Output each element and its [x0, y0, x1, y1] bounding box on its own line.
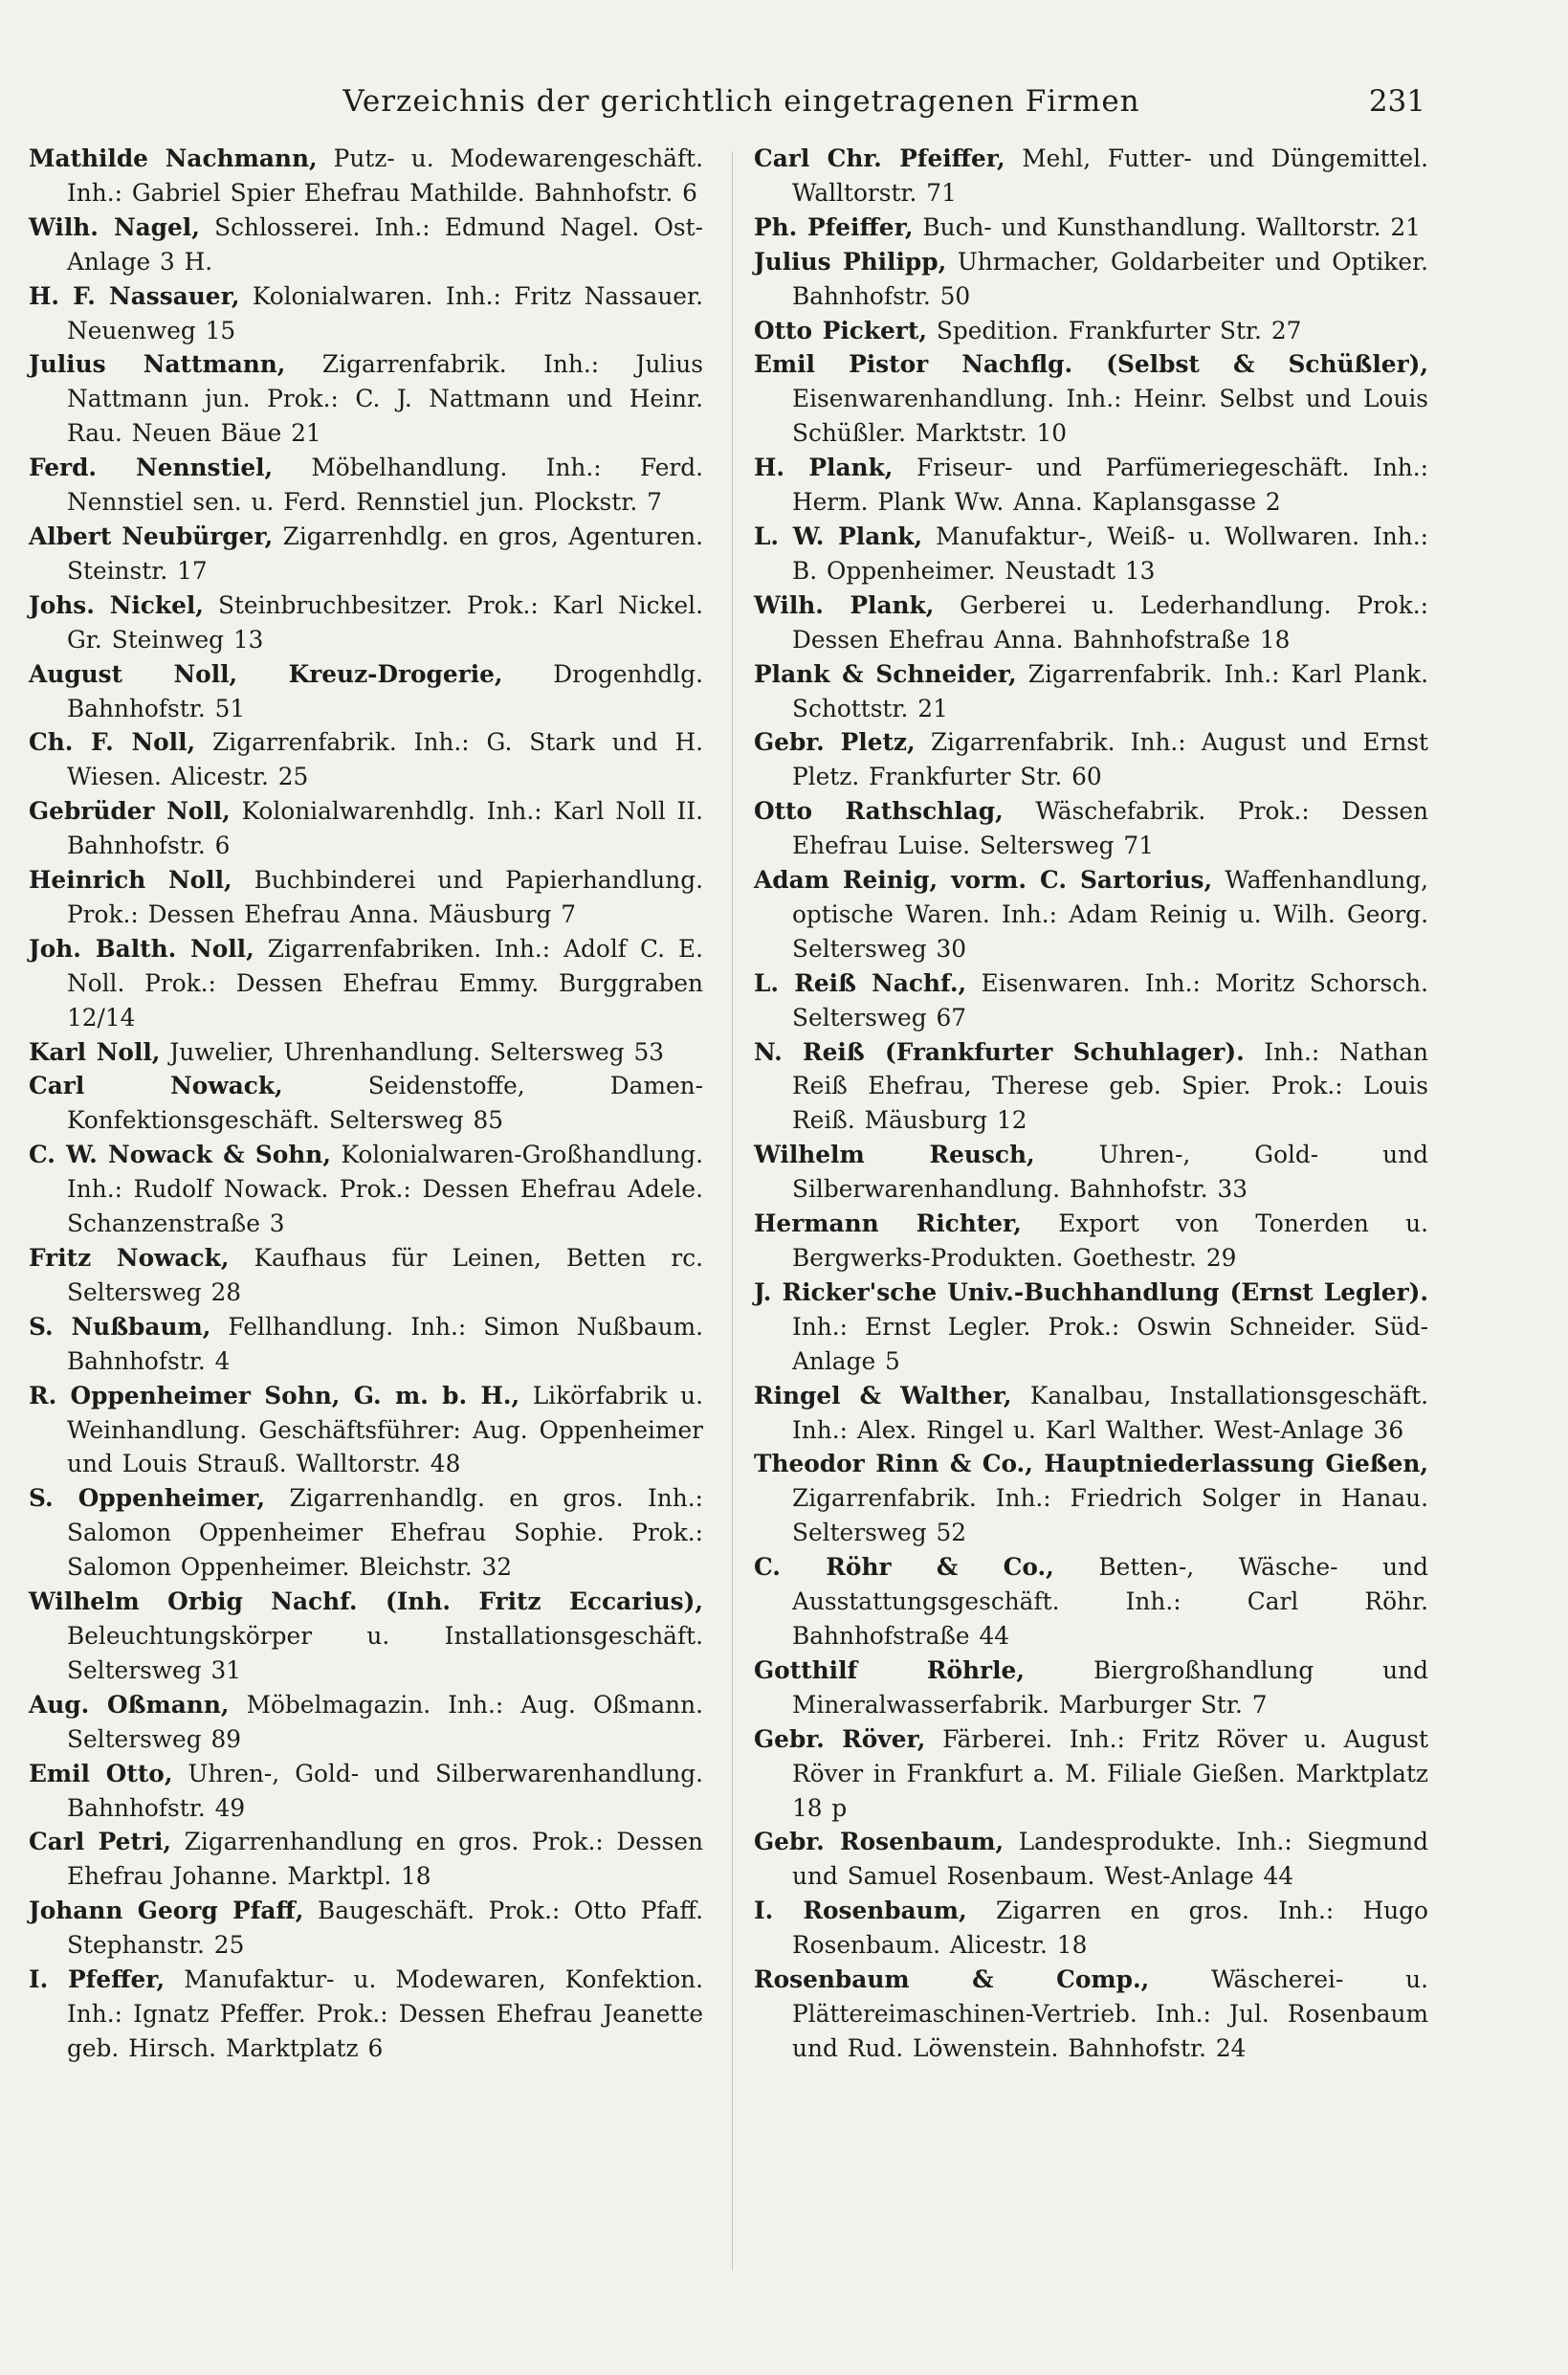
- firm-details: Zigarrenhandlg. en gros. Inh.: Salomon Oppenheimer Ehefrau Sophie. Prok.: Salomon Oppenheimer. Bleichstr. 32: [67, 1484, 703, 1582]
- firm-name: Wilh. Nagel,: [29, 212, 200, 241]
- firm-name: Wilh. Plank,: [754, 590, 935, 619]
- firm-name: Julius Philipp,: [754, 247, 947, 276]
- firm-name: C. W. Nowack & Sohn,: [29, 1141, 331, 1169]
- page-title: Verzeichnis der gerichtlich eingetragenen Firmen: [342, 84, 1140, 119]
- firm-details: Kolonialwarenhdlg. Inh.: Karl Noll II. Bahnhofstr. 6: [67, 797, 704, 860]
- firm-entry: [754, 1035, 1428, 1139]
- firm-name: Ringel & Walther,: [754, 1381, 1012, 1409]
- firm-entry: [29, 794, 703, 863]
- firm-details: Eisenwaren. Inh.: Moritz Schorsch. Seltersweg 67: [792, 968, 1429, 1032]
- firm-name: Gotthilf Röhrle,: [754, 1655, 1025, 1684]
- firm-details: Wäscherei- u. Plättereimaschinen-Vertrieb. Inh.: Jul. Rosenbaum und Rud. Löwenstein. Bahnhofstr. 24: [792, 1965, 1429, 2062]
- firm-entry: [29, 1757, 703, 1826]
- firm-entry: [29, 1825, 703, 1894]
- firm-entry: [754, 1276, 1428, 1379]
- firm-entry: [29, 1894, 703, 1963]
- firm-details: Zigarrenhdlg. en gros, Agenturen. Steinstr. 17: [67, 522, 703, 585]
- firm-entry: [29, 1241, 703, 1310]
- page-number: 231: [1368, 84, 1425, 119]
- firm-details: Kanalbau, Installationsgeschäft. Inh.: Alex. Ringel u. Karl Walther. West-Anlage 36: [792, 1381, 1429, 1444]
- firm-details: Drogenhdlg. Bahnhofstr. 51: [67, 659, 703, 722]
- firm-entry: [754, 1963, 1428, 2066]
- firm-details: Zigarrenfabrik. Inh.: Karl Plank. Schottstr. 21: [792, 659, 1428, 722]
- firm-entry: [754, 1138, 1428, 1207]
- firm-details: Schlosserei. Inh.: Edmund Nagel. Ost-Anlage 3 H.: [67, 212, 703, 276]
- firm-name: S. Oppenheimer,: [29, 1484, 266, 1513]
- firm-details: Beleuchtungskörper u. Installationsgeschäft. Seltersweg 31: [67, 1621, 703, 1684]
- firm-name: Ph. Pfeiffer,: [754, 212, 914, 241]
- firm-details: Zigarrenfabrik. Inh.: G. Stark und H. Wiesen. Alicestr. 25: [67, 728, 703, 791]
- firm-details: Fellhandlung. Inh.: Simon Nußbaum. Bahnhofstr. 4: [67, 1312, 703, 1375]
- firm-name: Gebrüder Noll,: [29, 797, 231, 826]
- firm-name: S. Nußbaum,: [29, 1312, 211, 1341]
- firm-name: Otto Rathschlag,: [754, 797, 1004, 826]
- firm-entry: [754, 347, 1428, 451]
- firm-name: Wilhelm Reusch,: [754, 1141, 1035, 1169]
- firm-details: Kolonialwaren-Großhandlung. Inh.: Rudolf Nowack. Prok.: Dessen Ehefrau Adele. Schanzenstraße 3: [67, 1141, 703, 1238]
- firm-entry: [754, 1379, 1428, 1448]
- firm-name: I. Rosenbaum,: [754, 1897, 967, 1925]
- firm-name: Johann Georg Pfaff,: [29, 1897, 304, 1925]
- firm-name: August Noll, Kreuz-Drogerie,: [29, 659, 503, 688]
- firm-name: Johs. Nickel,: [29, 590, 204, 619]
- firm-details: Kaufhaus für Leinen, Betten rc. Seltersweg 28: [67, 1244, 703, 1306]
- firm-details: Putz- u. Modewarengeschäft. Inh.: Gabriel Spier Ehefrau Mathilde. Bahnhofstr. 6: [67, 144, 703, 207]
- firm-details: Likörfabrik u. Weinhandlung. Geschäftsführer: Aug. Oppenheimer und Louis Strauß. Walltorstr. 48: [67, 1381, 703, 1478]
- firm-entry: [754, 588, 1428, 657]
- firm-details: Kolonialwaren. Inh.: Fritz Nassauer. Neuenweg 15: [67, 281, 703, 344]
- firm-name: Adam Reinig, vorm. C. Sartorius,: [754, 866, 1213, 895]
- firm-name: Gebr. Pletz,: [754, 728, 916, 757]
- firm-details: Juwelier, Uhrenhandlung. Seltersweg 53: [169, 1037, 665, 1066]
- firm-details: Uhren-, Gold- und Silberwarenhandlung. Bahnhofstr. 33: [792, 1141, 1428, 1204]
- firm-name: Carl Chr. Pfeiffer,: [754, 144, 1005, 172]
- firm-name: Joh. Balth. Noll,: [29, 934, 254, 963]
- firm-details: Zigarrenfabrik. Inh.: Friedrich Solger in Hanau. Seltersweg 52: [792, 1484, 1428, 1547]
- firm-details: Manufaktur- u. Modewaren, Konfektion. Inh.: Ignatz Pfeffer. Prok.: Dessen Ehefrau Jeanette geb. Hirsch. Marktplatz 6: [67, 1965, 703, 2062]
- firm-details: Zigarrenhandlung en gros. Prok.: Dessen Ehefrau Johanne. Marktpl. 18: [67, 1828, 703, 1891]
- firm-details: Zigarrenfabrik. Inh.: Julius Nattmann jun. Prok.: C. J. Nattmann und Heinr. Rau. Neuen Bäue 21: [67, 350, 703, 448]
- firm-entry: [29, 1138, 703, 1241]
- firm-details: Export von Tonerden u. Bergwerks-Produkten. Goethestr. 29: [792, 1210, 1428, 1272]
- firm-name: Rosenbaum & Comp.,: [754, 1965, 1150, 1994]
- firm-entry: [754, 1447, 1428, 1550]
- firm-details: Baugeschäft. Prok.: Otto Pfaff. Stephanstr. 25: [67, 1897, 703, 1960]
- firm-entry: [754, 314, 1428, 348]
- firm-entry: [29, 520, 703, 588]
- firm-details: Buchbinderei und Papierhandlung. Prok.: Dessen Ehefrau Anna. Mäusburg 7: [67, 866, 704, 928]
- firm-entry: [29, 1379, 703, 1482]
- firm-entry: [754, 451, 1428, 520]
- firm-name: L. W. Plank,: [754, 522, 923, 550]
- firm-entry: [29, 279, 703, 348]
- page-header: [57, 84, 1425, 142]
- firm-name: Albert Neubürger,: [29, 522, 274, 550]
- firm-details: Gerberei u. Lederhandlung. Prok.: Dessen Ehefrau Anna. Bahnhofstraße 18: [792, 590, 1428, 654]
- firm-details: Landesprodukte. Inh.: Siegmund und Samuel Rosenbaum. West-Anlage 44: [792, 1828, 1428, 1891]
- firm-entry: [29, 1585, 703, 1688]
- firm-details: Seidenstoffe, Damen-Konfektionsgeschäft. Seltersweg 85: [67, 1072, 703, 1135]
- firm-details: Eisenwarenhandlung. Inh.: Heinr. Selbst und Louis Schüßler. Marktstr. 10: [792, 385, 1428, 448]
- firm-entry: [754, 1654, 1428, 1722]
- firm-name: Mathilde Nachmann,: [29, 144, 318, 172]
- firm-entry: [29, 1688, 703, 1757]
- firm-entry: [754, 1550, 1428, 1654]
- firm-entry: [29, 1963, 703, 2066]
- firm-entry: [29, 1069, 703, 1138]
- firm-entry: [29, 347, 703, 451]
- firm-details: Betten-, Wäsche- und Ausstattungsgeschäft. Inh.: Carl Röhr. Bahnhofstraße 44: [792, 1553, 1428, 1650]
- firm-entry: [754, 142, 1428, 211]
- firm-details: Möbelmagazin. Inh.: Aug. Oßmann. Seltersweg 89: [67, 1690, 703, 1753]
- firm-name: H. Plank,: [754, 454, 894, 482]
- firm-name: H. F. Nassauer,: [29, 281, 240, 310]
- firm-name: Julius Nattmann,: [29, 350, 286, 379]
- firm-name: N. Reiß (Frankfurter Schuhlager).: [754, 1037, 1245, 1066]
- left-column: [29, 142, 703, 2066]
- firm-details: Waffenhandlung, optische Waren. Inh.: Adam Reinig u. Wilh. Georg. Seltersweg 30: [792, 866, 1428, 963]
- firm-entry: [29, 725, 703, 794]
- firm-entry: [754, 211, 1428, 245]
- firm-name: Carl Nowack,: [29, 1072, 283, 1100]
- firm-name: R. Oppenheimer Sohn, G. m. b. H.,: [29, 1381, 520, 1409]
- firm-entry: [754, 863, 1428, 966]
- firm-details: Uhrmacher, Goldarbeiter und Optiker. Bahnhofstr. 50: [792, 247, 1429, 310]
- firm-name: I. Pfeffer,: [29, 1965, 166, 1994]
- firm-entry: [754, 966, 1428, 1035]
- firm-entry: [754, 657, 1428, 726]
- firm-name: Emil Otto,: [29, 1759, 173, 1787]
- firm-details: Biergroßhandlung und Mineralwasserfabrik. Marburger Str. 7: [792, 1655, 1428, 1719]
- firm-name: Gebr. Rosenbaum,: [754, 1828, 1005, 1856]
- firm-entry: [754, 1207, 1428, 1276]
- column-divider: [732, 151, 733, 2271]
- firm-entry: [754, 245, 1428, 314]
- firm-name: Carl Petri,: [29, 1828, 172, 1856]
- firm-name: Plank & Schneider,: [754, 659, 1017, 688]
- firm-details: Inh.: Ernst Legler. Prok.: Oswin Schneider. Süd-Anlage 5: [792, 1312, 1428, 1375]
- firm-details: Buch- und Kunsthandlung. Walltorstr. 21: [922, 212, 1421, 241]
- firm-name: Ferd. Nennstiel,: [29, 454, 274, 482]
- firm-name: Heinrich Noll,: [29, 866, 232, 895]
- firm-entry: [754, 725, 1428, 794]
- firm-entry: [754, 1722, 1428, 1826]
- firm-details: Färberei. Inh.: Fritz Röver u. August Röver in Frankfurt a. M. Filiale Gießen. Marktplatz 18 p: [792, 1724, 1428, 1822]
- firm-details: Steinbruchbesitzer. Prok.: Karl Nickel. Gr. Steinweg 13: [67, 590, 703, 654]
- firm-entry: [754, 794, 1428, 863]
- firm-name: L. Reiß Nachf.,: [754, 968, 967, 997]
- firm-entry: [29, 588, 703, 657]
- firm-details: Zigarrenfabriken. Inh.: Adolf C. E. Noll. Prok.: Dessen Ehefrau Emmy. Burggraben 12/14: [67, 934, 703, 1032]
- firm-name: Hermann Richter,: [754, 1210, 1022, 1238]
- firm-entry: [29, 863, 703, 932]
- firm-entry: [754, 1825, 1428, 1894]
- firm-name: Aug. Oßmann,: [29, 1690, 230, 1719]
- firm-details: Möbelhandlung. Inh.: Ferd. Nennstiel sen. u. Ferd. Rennstiel jun. Plockstr. 7: [67, 454, 703, 517]
- firm-name: Ch. F. Noll,: [29, 728, 196, 757]
- firm-details: Spedition. Frankfurter Str. 27: [936, 316, 1302, 344]
- firm-details: Friseur- und Parfümeriegeschäft. Inh.: Herm. Plank Ww. Anna. Kaplansgasse 2: [792, 454, 1429, 517]
- firm-name: Wilhelm Orbig Nachf. (Inh. Fritz Eccarius),: [29, 1587, 703, 1616]
- firm-details: Zigarrenfabrik. Inh.: August und Ernst Pletz. Frankfurter Str. 60: [792, 728, 1428, 791]
- firm-entry: [754, 1894, 1428, 1963]
- firm-name: Otto Pickert,: [754, 316, 927, 344]
- firm-entry: [29, 142, 703, 211]
- firm-name: J. Ricker'sche Univ.-Buchhandlung (Ernst Legler).: [754, 1277, 1428, 1306]
- firm-entry: [754, 520, 1428, 588]
- firm-entry: [29, 932, 703, 1035]
- firm-entry: [29, 1035, 703, 1070]
- firm-entry: [29, 657, 703, 726]
- right-column: [754, 142, 1428, 2066]
- firm-details: Manufaktur-, Weiß- u. Wollwaren. Inh.: B. Oppenheimer. Neustadt 13: [792, 522, 1428, 585]
- firm-entry: [29, 451, 703, 520]
- firm-entry: [29, 1481, 703, 1585]
- firm-name: Gebr. Röver,: [754, 1724, 926, 1753]
- firm-entry: [29, 211, 703, 279]
- firm-name: Emil Pistor Nachflg. (Selbst & Schüßler),: [754, 350, 1428, 379]
- firm-details: Inh.: Nathan Reiß Ehefrau, Therese geb. Spier. Prok.: Louis Reiß. Mäusburg 12: [792, 1037, 1428, 1135]
- firm-entry: [29, 1310, 703, 1379]
- firm-name: Karl Noll,: [29, 1037, 161, 1066]
- firm-details: Uhren-, Gold- und Silberwarenhandlung. Bahnhofstr. 49: [67, 1759, 703, 1822]
- firm-details: Wäschefabrik. Prok.: Dessen Ehefrau Luise. Seltersweg 71: [792, 797, 1429, 860]
- firm-name: Fritz Nowack,: [29, 1244, 230, 1272]
- firm-details: Mehl, Futter- und Düngemittel. Walltorstr. 71: [792, 144, 1428, 207]
- firm-details: Zigarren en gros. Inh.: Hugo Rosenbaum. Alicestr. 18: [792, 1897, 1428, 1960]
- firm-name: C. Röhr & Co.,: [754, 1553, 1054, 1582]
- firm-name: Theodor Rinn & Co., Hauptniederlassung Gießen,: [754, 1450, 1428, 1478]
